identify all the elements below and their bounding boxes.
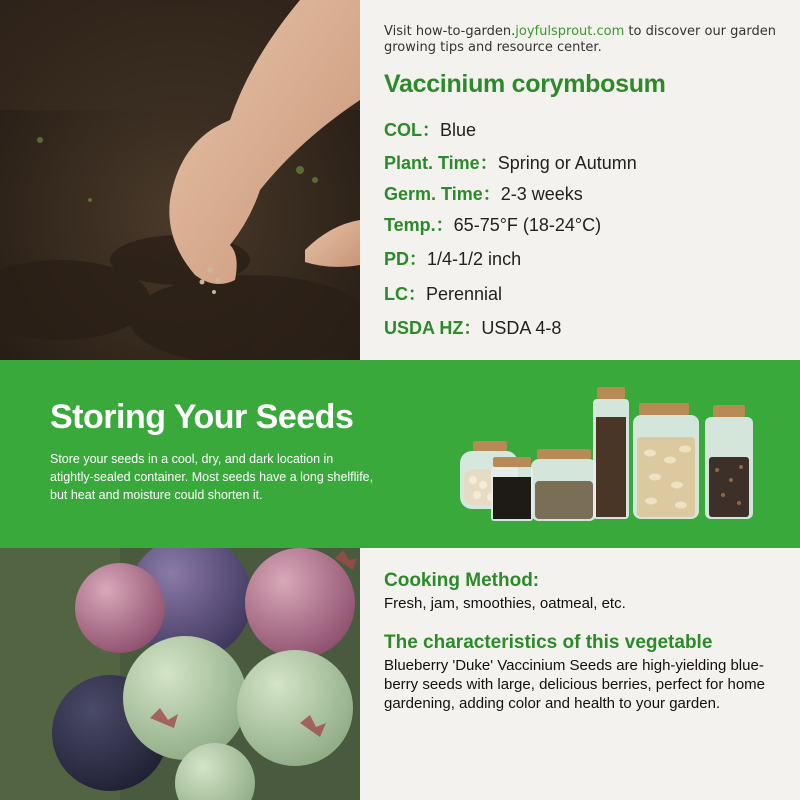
details-panel <box>360 548 800 800</box>
jar-pumpkin-seeds <box>633 403 699 519</box>
cooking-method-text: Fresh, jam, smoothies, oatmeal, etc. <box>384 595 626 612</box>
jar-grain <box>531 449 597 521</box>
spec-key: Plant. Time： <box>384 153 498 173</box>
characteristics-text: Blueberry 'Duke' Vaccinium Seeds are high-yielding blue-berry seeds with large, delicious berries, perfect for home gardening, adding color and health to your garden. <box>384 657 766 712</box>
scientific-name: Vaccinium corymbosum <box>384 70 666 98</box>
spec-value: 2-3 weeks <box>500 184 583 204</box>
spec-life-cycle <box>384 280 502 306</box>
characteristics-heading: The characteristics of this vegetable <box>384 632 713 653</box>
spec-value: 65-75°F (18-24°C) <box>453 215 602 235</box>
spec-usda-zone <box>384 314 561 340</box>
visit-suffix: to discover our garden growing tips and resource center. <box>384 24 776 55</box>
seed-jars-illustration <box>455 385 765 535</box>
spec-value: Blue <box>440 120 477 140</box>
blueberries-illustration <box>0 548 360 800</box>
website-link[interactable]: joyfulsprout.com <box>515 24 625 39</box>
spec-key: Temp.： <box>384 215 454 235</box>
storing-text: Store your seeds in a cool, dry, and dark location in atightly-sealed container. Most seeds have a long shelflife, but heat and moisture could shorten it. <box>50 452 374 502</box>
spec-temperature <box>384 211 601 237</box>
soil-sowing-photo <box>0 0 360 360</box>
hands-sowing-seeds-illustration <box>0 0 360 360</box>
visit-prefix: Visit how-to-garden. <box>384 24 516 39</box>
spec-value: Perennial <box>426 284 503 304</box>
spec-value: 1/4-1/2 inch <box>427 249 522 269</box>
cooking-method-heading: Cooking Method: <box>384 570 540 591</box>
spec-value: Spring or Autumn <box>497 153 637 173</box>
spec-key: Germ. Time： <box>384 184 501 204</box>
jar-tall-seeds <box>593 387 629 519</box>
visit-website-text <box>384 24 784 56</box>
spec-key: USDA HZ： <box>384 318 482 338</box>
jar-black-seeds <box>491 457 533 521</box>
spec-key: COL： <box>384 120 440 140</box>
blueberries-photo <box>0 548 360 800</box>
spec-key: PD： <box>384 249 428 269</box>
storing-seeds-band <box>0 360 800 548</box>
spec-key: LC： <box>384 284 426 304</box>
spec-color <box>384 116 476 142</box>
spec-planting-depth <box>384 245 521 271</box>
spec-plant-time <box>384 149 637 175</box>
seed-info-panel <box>360 0 800 360</box>
storing-title: Storing Your Seeds <box>50 398 354 436</box>
spec-germ-time <box>384 180 583 206</box>
spec-value: USDA 4-8 <box>481 318 562 338</box>
jar-mixed-seeds <box>705 405 753 519</box>
